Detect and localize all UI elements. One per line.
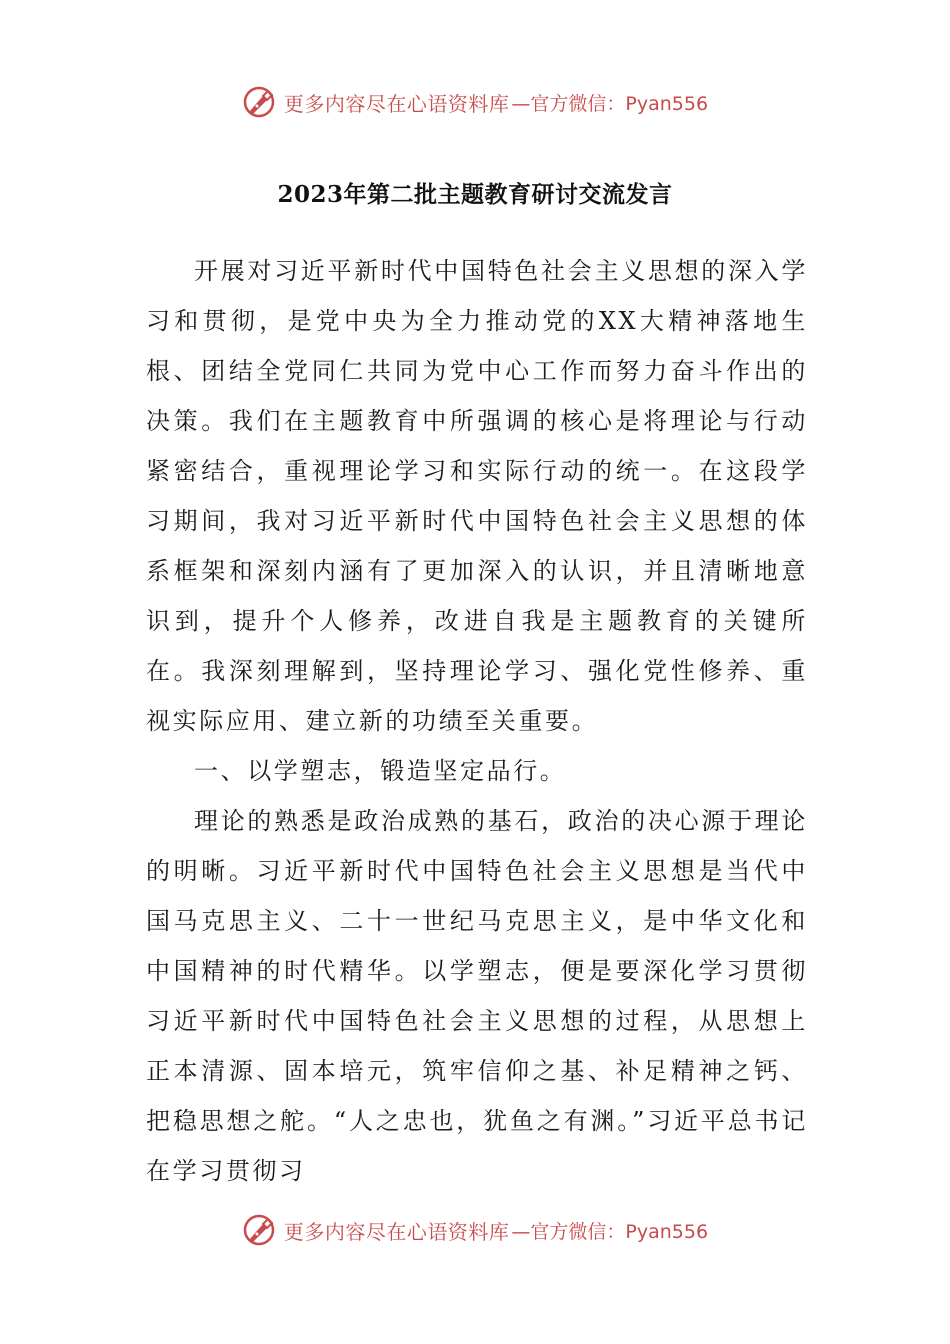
section-heading: 一、以学塑志，锻造坚定品行。 bbox=[194, 757, 567, 785]
header-watermark bbox=[0, 82, 950, 122]
pen-nib-circle-icon bbox=[242, 1213, 276, 1247]
pen-nib-circle-icon bbox=[242, 85, 276, 119]
watermark-contact: —官方微信：Pyan556 bbox=[511, 1220, 709, 1243]
watermark-contact: —官方微信：Pyan556 bbox=[511, 92, 709, 115]
document-title: 2023年第二批主题教育研讨交流发言 bbox=[277, 181, 673, 208]
paragraph: 开展对习近平新时代中国特色社会主义思想的深入学习和贯彻，是党中央为全力推动党的XX大精神落地生根、团结全党同仁共同为党中心工作而努力奋斗作出的决策。我们在主题教育中所强调的核心是将理论与行动紧密结合，重视理论学习和实际行动的统一。在这段学习期间，我对习近平新时代中国特色社会主义思想的体系框架和深刻内涵有了更加深入的认识，并且清晰地意识到，提升个人修养，改进自我是主题教育的关键所在。我深刻理解到，坚持理论学习、强化党性修养、重视实际应用、建立新的功绩至关重要。 bbox=[146, 257, 808, 735]
paragraph: 理论的熟悉是政治成熟的基石，政治的决心源于理论的明晰。习近平新时代中国特色社会主义思想是当代中国马克思主义、二十一世纪马克思主义，是中华文化和中国精神的时代精华。以学塑志，便是要深化学习贯彻习近平新时代中国特色社会主义思想的过程，从思想上正本清源、固本培元，筑牢信仰之基、补足精神之钙、把稳思想之舵。“人之忠也，犹鱼之有渊。”习近平总书记在学习贯彻习 bbox=[146, 807, 808, 1185]
watermark-brand: 更多内容尽在心语资料库 bbox=[283, 91, 510, 116]
document-body bbox=[146, 246, 808, 1196]
watermark-brand: 更多内容尽在心语资料库 bbox=[283, 1219, 510, 1244]
footer-watermark bbox=[0, 1210, 950, 1250]
